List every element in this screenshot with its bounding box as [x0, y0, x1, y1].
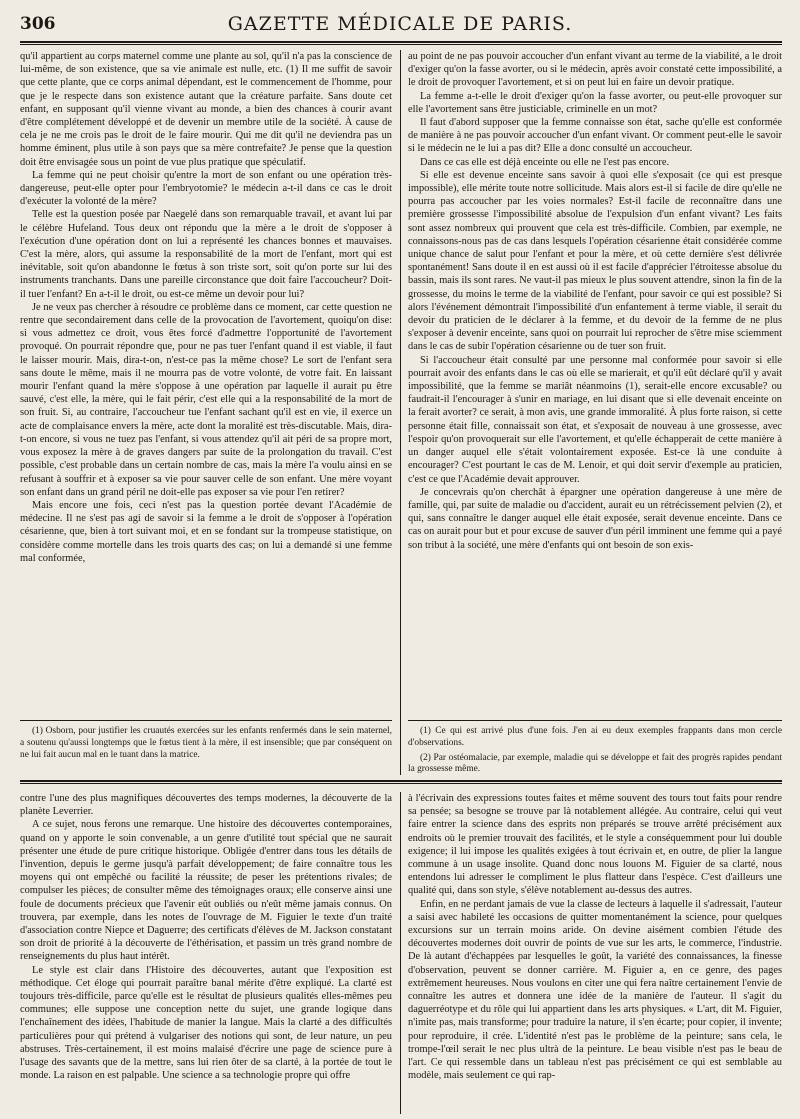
paragraph: La femme qui ne peut choisir qu'entre la mort de son enfant ou une opération très-dangereuse, peut-elle opter pour l'embryotomie? le médecin a-t-il dans ce cas le droit d'exécuter la volonté de la mère?: [20, 169, 392, 208]
top-right-footnotes: [408, 726, 782, 779]
paragraph: Enfin, en ne perdant jamais de vue la classe de lecteurs à laquelle il s'adressait, l'auteur a saisi avec habileté les occasions de quitter momentanément la science, pour quelques excursions sur un terrain moins aride. On devine aisément combien l'étude des découvertes modernes doit ouvrir de points de vue sur les arts, le commerce, l'industrie. De là autant d'échappées par lesquelles le goût, la variété des connaissances, la finesse d'observation, peuvent se donner carrière. M. Figuier a, en ce genre, des pages extrêmement heureuses. Nous voulons en citer une qui fera naître certainement l'envie de connaître les autres et donnera une idée de la manière de l'auteur. Il s'agit du daguerréotype et du rôle qui lui appartient dans les arts physiques. « L'art, dit M. Figuier, n'imite pas, mais transforme; pour traduire la nature, il s'en écarte; pour copier, il invente; pour reproduire, il crée. L'identité n'est pas le problème de la peinture; sans cela, le trompe-l'œil serait le nec plus ultrà de la peinture. Le beau visible n'est pas le beau de l'art. Ce qui ressemble dans un tableau n'est pas précisément ce qui est semblable au modèle, mais seulement ce qui rap-: [408, 898, 782, 1082]
top-left-column: [20, 50, 392, 565]
column-divider: [400, 50, 401, 775]
paragraph: Si elle est devenue enceinte sans savoir à quoi elle s'exposait (ce qui est presque impossible), elle mérite toute notre sollicitude. Mais alors est-il si facile de dire qu'elle ne pourra pas accoucher par les voies normales? Est-il facile de reconnaître dans une première grossesse l'impossibilité absolue de l'expulsion d'un enfant vivant? Les faits sont assez nombreux qui prouvent que cela est très-difficile. Combien, par exemple, ne connaissons-nous pas de cas dans lesquels l'opération césarienne était considérée comme unique chance de salut pour l'enfant et pour la mère, et où cette dernière s'est délivrée spontanément! Sans doute il en est aussi où il est facile d'apprécier l'étroitesse absolue du bassin, mais ils sont rares. Ne vaut-il pas mieux le plus souvent attendre, sinon la fin de la grossesse, du moins le terme de la viabilité de l'enfant, pour savoir ce qui est possible? Si alors l'événement démontrait l'impossibilité d'un enfantement à terme viable, il serait du devoir du praticien de le déclarer à la femme, et du devoir de la femme de ne plus s'exposer à devenir enceinte, sans quoi on pourrait lui reprocher de s'être mise sciemment dans le cas de subir l'opération césarienne ou de tuer son fruit.: [408, 169, 782, 353]
page-header: [0, 6, 800, 40]
top-right-column: [408, 50, 782, 552]
paragraph: Mais encore une fois, ceci n'est pas la question portée devant l'Académie de médecine. Il ne s'est pas agi de savoir si la femme a le droit de s'opposer à l'opération césarienne, que, bien à tort suivant moi, et en se fondant sur la trompeuse statistique, on considère comme mortelle dans les trois quarts des cas; on lui a demandé si une femme mal conformée,: [20, 499, 392, 564]
paragraph: Je concevrais qu'on cherchât à épargner une opération dangereuse à une mère de famille, qui, par suite de maladie ou d'accident, aurait eu un rétrécissement pelvien (2), et qui, sans connaître le danger auquel elle était exposée, serait devenue enceinte. Dans ce cas on aurait pour but et pour excuse de sauver d'un péril imminent une femme qui a payé son tribut à la société, une mère d'enfants qui ont besoin de son exis-: [408, 486, 782, 551]
column-divider: [400, 792, 401, 1114]
paragraph: Si l'accoucheur était consulté par une personne mal conformée pour savoir si elle pourrait avoir des enfants dans le cas où elle se marierait, et qu'il eût déclaré qu'il y avait impossibilité, que la femme se mariât néanmoins (1), serait-elle encore excusable? ou faudrait-il l'encourager à s'unir en mariage, en lui disant que si elle devenait enceinte on la ferait avorter? ce serait, à mon avis, une grande immoralité. À plus forte raison, si cette personne était fille, connaissait son état, et s'exposait de nouveau à une grossesse, avec l'espoir qu'on provoquerait sur elle l'avortement, et qu'elle échapperait de cette manière à un danger auquel elle s'était volontairement exposée. Est-ce là une conduite à encourager? C'est pourtant le cas de M. Lenoir, et qui doit servir d'exemple au praticien, c'est ce que l'Académie devait approuver.: [408, 354, 782, 485]
section-rule: [20, 780, 782, 782]
paragraph: A ce sujet, nous ferons une remarque. Une histoire des découvertes contemporaines, quand on y apporte le soin convenable, a un genre d'utilité tout spécial que ne saurait présenter une étude de pure critique historique. Obligée d'entrer dans tous les détails de l'invention, depuis le germe jusqu'à parfait développement; de faire connaître tous les moyens qui ont empêché ou facilité la réussite; de peser les prétentions rivales; de compulser les pièces; de consulter même des témoignages oraux; elle conserve ainsi une foule de documents précieux que l'avenir eût oubliés ou n'eût même jamais connus. On trouvera, par exemple, dans les notes de l'ouvrage de M. Figuier le texte d'un traité d'association contre Niepce et Daguerre; des certificats d'élèves de M. Jackson constatant son droit de priorité à la découverte de l'éthérisation, et passim un très grand nombre de renseignements du plus haut intérêt.: [20, 819, 392, 963]
page-number: 306: [20, 14, 56, 34]
paragraph: Il faut d'abord supposer que la femme connaisse son état, sache qu'elle est conformée de manière à ne pas pouvoir accoucher d'un enfant vivant. Or comment peut-elle le savoir si le médecin ne le lui a pas dit? Elle a donc consulté un accoucheur.: [408, 117, 782, 155]
paragraph: au point de ne pas pouvoir accoucher d'un enfant vivant au terme de la viabilité, a le droit d'exiger qu'on la fasse avorter, ou si le médecin, après avoir constaté cette impossibilité, a le droit de provoquer l'avortement, et si on peut lui en faire un devoir pratique.: [408, 51, 782, 89]
footnote: (1) Osborn, pour justifier les cruautés exercées sur les enfants renfermés dans le sein maternel, a soutenu qu'aussi longtemps que le fœtus tient à la mère, il est insensible; que par conséquent on ne lui fait aucun mal en le tuant dans la matrice.: [20, 726, 392, 760]
section-rule-thin: [20, 783, 782, 784]
paragraph: contre l'une des plus magnifiques découvertes des temps modernes, la découverte de la planète Leverrier.: [20, 793, 392, 818]
footnote-rule: [20, 720, 392, 721]
footnote: (1) Ce qui est arrivé plus d'une fois. J'en ai eu deux exemples frappants dans mon cercle d'observations.: [408, 726, 782, 748]
header-rule: [20, 41, 782, 43]
footnote: (2) Par ostéomalacie, par exemple, maladie qui se développe et fait des progrès rapides pendant la grossesse même.: [408, 752, 782, 775]
paragraph: qu'il appartient au corps maternel comme une plante au sol, qu'il n'a pas la conscience de lui-même, de son existence, que sa vie animale est nulle, etc. (1) Il me suffit de savoir que cette plante, que ce corps animal dépendant, est le commencement de l'homme, pour que je le respecte dans son existence autant que la créature parfaite. Sans doute cet enfant, en supposant qu'il vienne vivant au monde, a bien des chances à courir avant d'être complétement développé et de devenir un membre utile de la société. À cause de cela je ne me crois pas le droit de le faire mourir. Qui me dit qu'il ne deviendra pas un homme éminent, plus utile à son pays que sa mère contrefaite? Je pense que la question doit être envisagée sous un point de vue plus pratique que spéculatif.: [20, 51, 392, 168]
paragraph: Le style est clair dans l'Histoire des découvertes, autant que l'exposition est méthodique. Cet éloge qui pourrait paraître banal mérite d'être expliqué. La clarté est toujours très-difficile, parce qu'elle est le résultat de plusieurs qualités elles-mêmes peu communes; elle suppose une conception nette du sujet, une grande logique dans l'enchaînement des idées, l'habitude de manier la langue. Mais la clarté a des difficultés particulières pour qui prétend à vulgariser des notions qui sont, de leur nature, un peu abstruses. Très-certainement, il est moins malaisé d'écrire une page de science pure à l'usage des savants que de la mettre, sans lui rien ôter de sa clarté, à la portée de tout le monde. La raison en est palpable. Une science a sa technologie propre qui offre: [20, 964, 392, 1082]
footnote-rule: [408, 720, 782, 721]
top-left-footnotes: [20, 726, 392, 764]
paragraph: Telle est la question posée par Naegelé dans son remarquable travail, et avant lui par le célèbre Hufeland. Tous deux ont répondu que la mère a le droit de s'opposer à l'exécution d'une opération dont on lui a représenté les chances bonnes et mauvaises. C'est la mère, alors, qui assume la responsabilité de la mort de l'enfant, mort qui est inévitable, soit qu'on abandonne le fœtus à son triste sort, soit qu'on porte sur lui des instruments tranchants. Dans une pareille circonstance que doit faire l'accoucheur? Doit-il tuer l'enfant? En a-t-il le droit, ou est-ce même un devoir pour lui?: [20, 209, 392, 300]
paragraph: Dans ce cas elle est déjà enceinte ou elle ne l'est pas encore.: [420, 156, 670, 168]
bottom-left-column: [20, 792, 392, 1082]
journal-title: GAZETTE MÉDICALE DE PARIS.: [227, 13, 573, 35]
paragraph: à l'écrivain des expressions toutes faites et même souvent des tours tout faits pour rendre sa pensée; sa besogne se trouve par là notablement allégée. Au contraire, celui qui veut faire entrer la science dans des esprits non préparés se trouve arrêté précisément aux endroits où le premier trouvait des facilités, et le style a conséquemment pour lui double exigence; il lui impose les qualités exigées à tout écrivain et, en outre, de plier la langue commune à un usage insolite. Quand donc nous louons M. Figuier de sa clarté, nous entendons lui adresser le compliment le plus flatteur dans l'espèce. C'est d'ailleurs une qualité qui, dans son style, s'élève notablement au-dessus des autres.: [408, 793, 782, 897]
bottom-right-column: [408, 792, 782, 1082]
paragraph: Je ne veux pas chercher à résoudre ce problème dans ce moment, car cette question ne rentre que secondairement dans celle de la provocation de l'avortement, quoiqu'on dise: si vous admettez ce droit, vous êtes forcé d'admettre l'opportunité de l'avortement provoqué. On pourrait répondre que, pour ne pas tuer l'enfant quand il est viable, il faut le laisser mourir. Mais, dira-t-on, n'est-ce pas la même chose? Le sort de l'enfant sera sans doute le même, mais il ne mourra pas de votre volonté, de votre fait. En laissant mourir l'enfant quand la mère s'oppose à une opération par laquelle il aurait pu être sauvé, c'est elle, la mère, qui le fait périr, c'est elle qui a la responsabilité de la mort de son fruit. Si, au contraire, l'accoucheur tue l'enfant sachant qu'il est en vie, il exerce un acte de complaisance envers la mère, acte dont la moralité est très-discutable. Mais, dira-t-on encore, si vous ne tuez pas l'enfant, si vous attendez qu'il ait péri de sa propre mort, vous exposez la mère à de graves dangers par suite de la prolongation du travail. C'est possible, c'est probable dans un certain nombre de cas, mais la mère l'a voulu ainsi en se refusant à souffrir et à exposer sa vie pour sauver celle de son enfant. Une mère voyant son enfant dans un grand péril ne doit-elle pas exposer sa vie pour l'en retirer?: [20, 301, 392, 498]
header-rule-thin: [20, 44, 782, 45]
paragraph: La femme a-t-elle le droit d'exiger qu'on la fasse avorter, ou peut-elle provoquer sur elle l'avortement sans être justiciable, criminelle en un mot?: [408, 90, 782, 115]
